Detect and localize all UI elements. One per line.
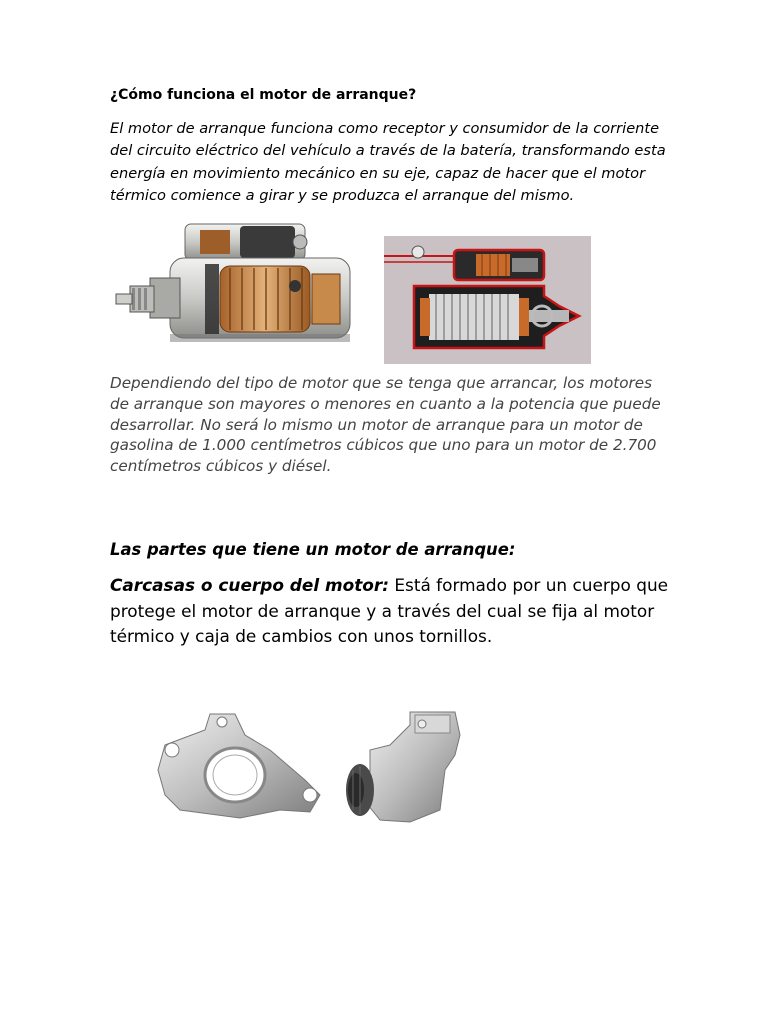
parts-heading: Las partes que tiene un motor de arranque:	[110, 540, 516, 559]
starter-motor-diagram-image	[384, 236, 591, 364]
question-title: ¿Cómo funciona el motor de arranque?	[110, 87, 417, 103]
motor-housings-image	[110, 700, 510, 840]
carcasa-description: Está formado por un cuerpo que protege el motor de arranque y a través del cual se fija al motor térmico y caja de cambios con unos tornillos.	[110, 575, 669, 646]
intro-paragraph: El motor de arranque funciona como receptor y consumidor de la corriente del circuito eléctrico del vehículo a través de la batería, transformando esta energía en movimiento mecánico en su eje, capaz de hacer que el motor térmico comience a girar y se produzca el arranque del mismo.	[110, 120, 666, 205]
carcasa-paragraph	[110, 573, 670, 650]
carcasa-term: Carcasas o cuerpo del motor:	[110, 575, 389, 595]
starter-motor-cutaway-image	[110, 216, 358, 359]
motor-size-paragraph: Dependiendo del tipo de motor que se tenga que arrancar, los motores de arranque son mayores o menores en cuanto a la potencia que puede desarrollar. No será lo mismo un motor de arranque para un motor de gasolina de 1.000 centímetros cúbicos que uno para un motor de 2.700 centímetros cúbicos y diésel.	[110, 374, 661, 476]
